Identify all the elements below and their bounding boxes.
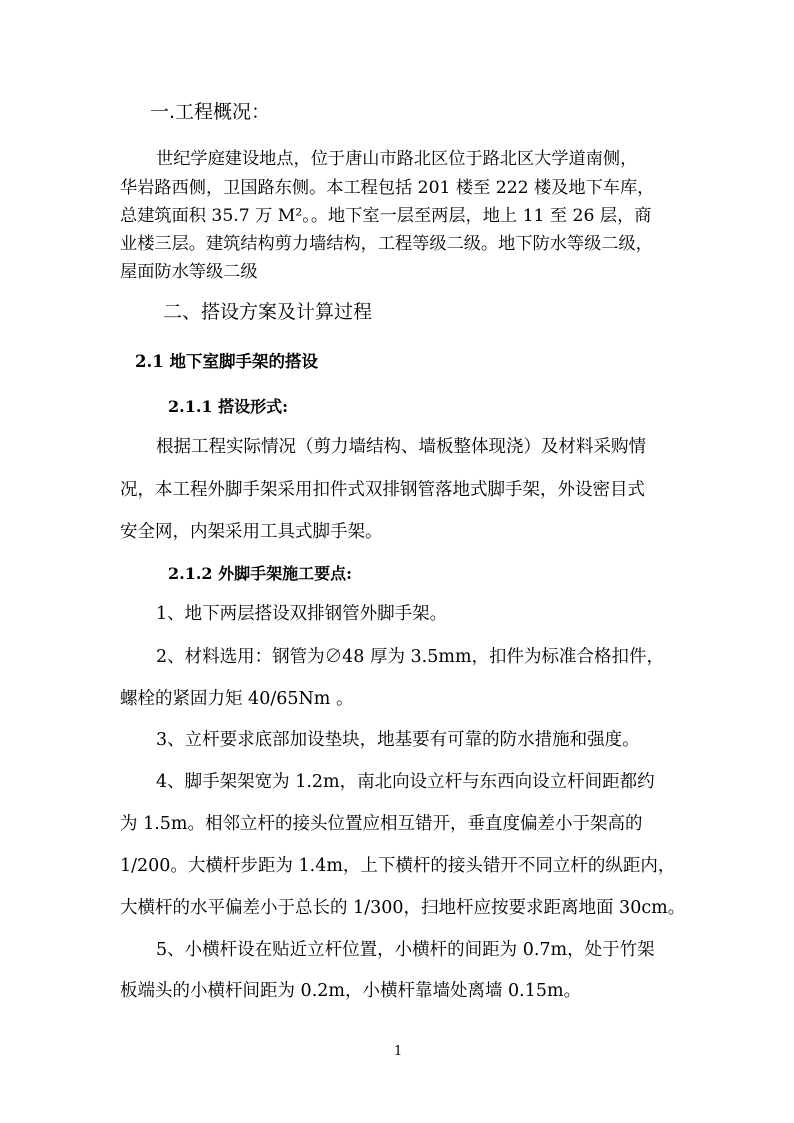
item-2-line-1: 2、材料选用：钢管为∅48 厚为 3.5mm，扣件为标准合格扣件， (156, 647, 665, 667)
subsection-2-1-title: 2.1 地下室脚手架的搭设 (135, 352, 318, 371)
section-1-line-3: 总建筑面积 35.7 万 M²。。地下室一层至两层，地上 11 至 26 层，商 (120, 206, 652, 226)
section-1-line-5: 屋面防水等级二级 (120, 262, 258, 282)
section-1-title: 一.工程概况： (150, 101, 271, 123)
item-5-line-2: 板端头的小横杆间距为 0.2m，小横杆靠墙处离墙 0.15m。 (120, 981, 582, 1001)
item-1: 1、地下两层搭设双排钢管外脚手架。 (156, 604, 448, 624)
item-4-line-1: 4、脚手架架宽为 1.2m，南北向设立杆与东西向设立杆间距都约 (156, 772, 655, 792)
item-4-line-3: 1/200。大横杆步距为 1.4m，上下横杆的接头错开不同立杆的纵距内， (120, 856, 676, 876)
item-2-line-2: 螺栓的紧固力矩 40/65Nm 。 (120, 689, 354, 709)
page-number: 1 (394, 1044, 403, 1059)
section-1-line-4: 业楼三层。建筑结构剪力墙结构，工程等级二级。地下防水等级二级， (120, 234, 653, 254)
para-line-1: 根据工程实际情况（剪力墙结构、墙板整体现浇）及材料采购情 (156, 437, 646, 457)
section-1-line-2: 华岩路西侧，卫国路东侧。本工程包括 201 楼至 222 楼及地下车库， (120, 178, 655, 198)
section-1-line-1: 世纪学庭建设地点，位于唐山市路北区位于路北区大学道南侧， (156, 149, 638, 169)
para-line-3: 安全网，内架采用工具式脚手架。 (120, 522, 383, 542)
subsection-2-1-2-title: 2.1.2 外脚手架施工要点: (168, 564, 353, 583)
subsection-2-1-1-title: 2.1.1 搭设形式: (168, 397, 289, 416)
item-5-line-1: 5、小横杆设在贴近立杆位置，小横杆的间距为 0.7m，处于竹架 (156, 940, 655, 960)
item-4-line-4: 大横杆的水平偏差小于总长的 1/300，扫地杆应按要求距离地面 30cm。 (120, 898, 686, 918)
item-4-line-2: 为 1.5m。相邻立杆的接头位置应相互错开，垂直度偏差小于架高的 (120, 814, 643, 834)
para-line-2: 况，本工程外脚手架采用扣件式双排钢管落地式脚手架，外设密目式 (120, 480, 645, 500)
section-2-title: 二、搭设方案及计算过程 (163, 301, 373, 323)
item-3: 3、立杆要求底部加设垫块，地基要有可靠的防水措施和强度。 (156, 730, 640, 750)
